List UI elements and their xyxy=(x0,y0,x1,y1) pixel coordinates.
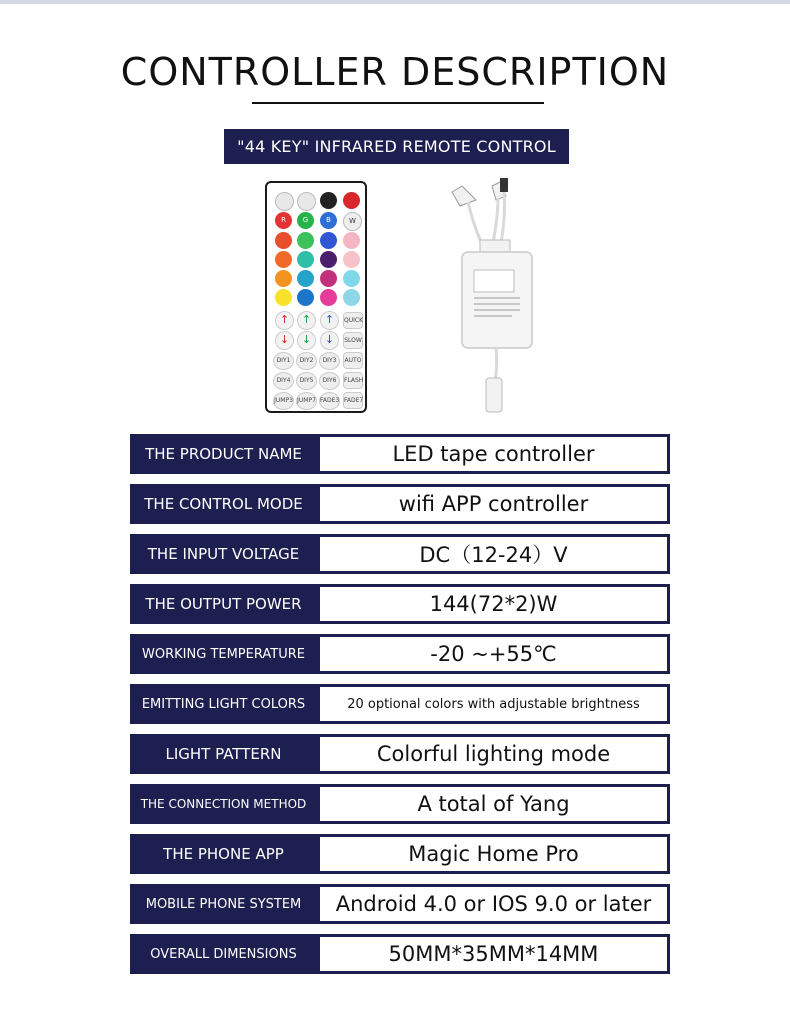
spec-value: A total of Yang xyxy=(317,784,670,824)
spec-value: -20 ~+55℃ xyxy=(317,634,670,674)
diy3-key: DIY3 xyxy=(319,352,340,370)
color-key xyxy=(297,289,314,306)
play-pause-icon xyxy=(320,192,337,209)
jump7-key: JUMP7 xyxy=(296,392,317,410)
spec-label: THE CONTROL MODE xyxy=(130,484,317,524)
color-key xyxy=(343,270,360,287)
spec-row-light-colors xyxy=(130,684,670,724)
spec-row-input-voltage xyxy=(130,534,670,574)
spec-label: EMITTING LIGHT COLORS xyxy=(130,684,317,724)
controller-box-image xyxy=(440,178,550,418)
diy1-key: DIY1 xyxy=(273,352,294,370)
diy5-key: DIY5 xyxy=(296,372,317,390)
spec-row-product-name xyxy=(130,434,670,474)
spec-label: LIGHT PATTERN xyxy=(130,734,317,774)
color-key xyxy=(297,232,314,249)
spec-value: Colorful lighting mode xyxy=(317,734,670,774)
spec-label: THE INPUT VOLTAGE xyxy=(130,534,317,574)
remote-type-badge: "44 KEY" INFRARED REMOTE CONTROL xyxy=(224,129,569,164)
spec-value: 20 optional colors with adjustable brightness xyxy=(317,684,670,724)
spec-row-control-mode xyxy=(130,484,670,524)
spec-value: 144(72*2)W xyxy=(317,584,670,624)
red-down-icon: ↓ xyxy=(275,331,294,350)
red-key: R xyxy=(275,212,292,229)
green-key: G xyxy=(297,212,314,229)
flash-key: FLASH xyxy=(343,372,363,389)
color-key xyxy=(343,232,360,249)
diy6-key: DIY6 xyxy=(319,372,340,390)
spec-label: THE OUTPUT POWER xyxy=(130,584,317,624)
spec-row-light-pattern xyxy=(130,734,670,774)
spec-label: MOBILE PHONE SYSTEM xyxy=(130,884,317,924)
title-underline xyxy=(252,102,544,104)
jump3-key: JUMP3 xyxy=(273,392,294,410)
blue-down-icon: ↓ xyxy=(320,331,339,350)
spec-row-phone-system xyxy=(130,884,670,924)
power-icon xyxy=(343,192,360,209)
spec-row-output-power xyxy=(130,584,670,624)
color-key xyxy=(343,289,360,306)
green-up-icon: ↑ xyxy=(297,311,316,330)
color-key xyxy=(275,289,292,306)
quick-key: QUICK xyxy=(343,312,363,329)
diy2-key: DIY2 xyxy=(296,352,317,370)
color-key xyxy=(320,232,337,249)
spec-row-phone-app xyxy=(130,834,670,874)
color-key xyxy=(297,270,314,287)
color-key xyxy=(320,289,337,306)
green-down-icon: ↓ xyxy=(297,331,316,350)
color-key xyxy=(343,251,360,268)
blue-up-icon: ↑ xyxy=(320,311,339,330)
spec-value: 50MM*35MM*14MM xyxy=(317,934,670,974)
spec-value: wifi APP controller xyxy=(317,484,670,524)
spec-label: THE PHONE APP xyxy=(130,834,317,874)
color-key xyxy=(275,232,292,249)
fade7-key: FADE7 xyxy=(343,392,363,409)
spec-value: Magic Home Pro xyxy=(317,834,670,874)
page-title: CONTROLLER DESCRIPTION xyxy=(120,50,670,94)
color-key xyxy=(297,251,314,268)
remote-control-image xyxy=(265,181,367,413)
spec-label: WORKING TEMPERATURE xyxy=(130,634,317,674)
spec-label: THE PRODUCT NAME xyxy=(130,434,317,474)
spec-row-overall-dimensions xyxy=(130,934,670,974)
color-key xyxy=(275,270,292,287)
brightness-down-icon xyxy=(297,192,316,211)
slow-key: SLOW xyxy=(343,332,363,349)
spec-row-working-temperature xyxy=(130,634,670,674)
brightness-up-icon xyxy=(275,192,294,211)
spec-value: LED tape controller xyxy=(317,434,670,474)
top-rule xyxy=(0,0,790,4)
color-key xyxy=(320,270,337,287)
blue-key: B xyxy=(320,212,337,229)
fade3-key: FADE3 xyxy=(319,392,340,410)
red-up-icon: ↑ xyxy=(275,311,294,330)
auto-key: AUTO xyxy=(343,352,363,369)
spec-row-connection-method xyxy=(130,784,670,824)
spec-label: OVERALL DIMENSIONS xyxy=(130,934,317,974)
color-key xyxy=(320,251,337,268)
diy4-key: DIY4 xyxy=(273,372,294,390)
spec-value: DC（12-24）V xyxy=(317,534,670,574)
spec-value: Android 4.0 or IOS 9.0 or later xyxy=(317,884,670,924)
white-key: W xyxy=(343,212,362,231)
color-key xyxy=(275,251,292,268)
spec-label: THE CONNECTION METHOD xyxy=(130,784,317,824)
